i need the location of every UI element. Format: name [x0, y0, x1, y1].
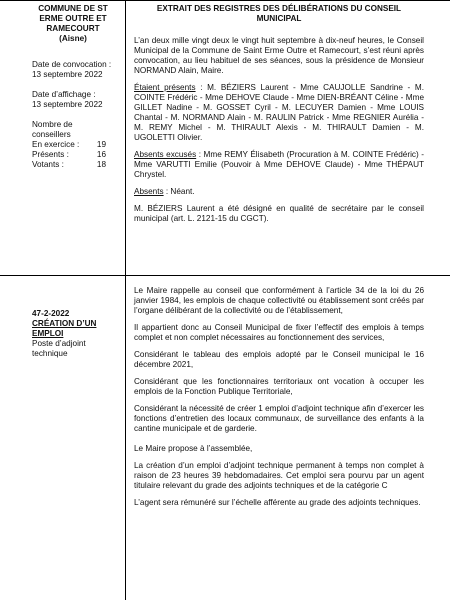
- deliberation-subtitle: Poste d’adjoint technique: [32, 339, 86, 358]
- absents-text: : Néant.: [163, 187, 195, 196]
- deliberation-block: [32, 309, 114, 359]
- count-label: En exercice :: [32, 140, 80, 149]
- presents-text: : M. BÉZIERS Laurent - Mme CAUJOLLE Sandrine - M. COINTE Frédéric - Mme DEHOVE Claude - Mme DIEN-BRÉANT Céline - Mme GILLET Nadine - M. GOSSET Cyril - M. LECUYER Damien - Mme LOUIS Chantal - M. NORMAND Alain - M. RAULIN Patrick - Mme REGNIER Aurélia - M. REMY Michel - M. THIRAULT Alexis - M. THIRAULT Damien - M. UGOLETTI Olivier.: [134, 83, 424, 142]
- convocation-date: 13 septembre 2022: [32, 70, 103, 79]
- body-paragraph: Le Maire rappelle au conseil que conformément à l’article 34 de la loi du 26 janvier 1984, les emplois de chaque collectivité ou établissement sont créés par l’organe délibérant de la collectivité ou de l’établissement,: [134, 286, 424, 315]
- count-label: Votants :: [32, 160, 64, 169]
- excuses-paragraph: [134, 150, 424, 180]
- count-row: [32, 140, 114, 150]
- intro-paragraph: L’an deux mille vingt deux le vingt huit septembre à dix-neuf heures, le Conseil Municipal de la Commune de Saint Erme Outre et Ramecourt, s’est réuni après convocation, au lieu habituel de ses séances, sous la présidence de Monsieur NORMAND Alain, Maire.: [134, 36, 424, 75]
- deliberation-body: [134, 286, 424, 515]
- presents-label: Étaient présents: [134, 83, 196, 92]
- body-paragraph: Considérant le tableau des emplois adopté par le Conseil municipal le 16 décembre 2021,: [134, 350, 424, 369]
- count-row: [32, 150, 114, 160]
- excuses-label: Absents excusés: [134, 150, 197, 159]
- body-paragraph: Considérant la nécessité de créer 1 emploi d’adjoint technique afin d’exercer les fonctions d’entretien des locaux communaux, de surveillance des enfants à la cantine municipale et de garderie.: [134, 404, 424, 433]
- document-title: EXTRAIT DES REGISTRES DES DÉLIBÉRATIONS DU CONSEIL MUNICIPAL: [156, 4, 402, 23]
- count-value: 16: [96, 150, 106, 159]
- count-value: 18: [96, 160, 106, 169]
- convocation-block: [32, 60, 114, 80]
- body-paragraph: La création d’un emploi d’adjoint technique permanent à temps non complet à raison de 23 heures 39 hebdomadaires. Cet emploi sera pourvu par un agent titulaire relevant du grade des adjoints techniques et de la catégorie C: [134, 461, 424, 490]
- affichage-label: Date d’affichage :: [32, 90, 96, 99]
- body-paragraph: Le Maire propose à l’assemblée,: [134, 444, 253, 453]
- absents-paragraph: [134, 187, 424, 197]
- count-label: Présents :: [32, 150, 69, 159]
- count-row: [32, 160, 114, 170]
- secretaire-paragraph: M. BÉZIERS Laurent a été désigné en qualité de secrétaire par le conseil municipal (art. L. 2121-15 du CGCT).: [134, 204, 424, 223]
- conseillers-label: Nombre de conseillers: [32, 120, 73, 139]
- commune-header: COMMUNE DE ST ERME OUTRE ET RAMECOURT (Aisne): [38, 4, 108, 43]
- deliberation-number: 47-2-2022: [32, 309, 70, 318]
- column-divider: [125, 0, 126, 600]
- affichage-block: [32, 90, 114, 110]
- body-paragraph: Il appartient donc au Conseil Municipal de fixer l’effectif des emplois à temps complet et non complet nécessaires au fonctionnement des services,: [134, 323, 424, 342]
- count-value: 19: [96, 140, 106, 149]
- convocation-label: Date de convocation :: [32, 60, 112, 69]
- left-column: [32, 4, 114, 358]
- section-divider: [0, 275, 450, 276]
- excuses-text: : Mme REMY Élisabeth (Procuration à M. COINTE Frédéric) - Mme VARUTTI Emilie (Pouvoir à Mme DEHOVE Claude) - Mme THÉPAUT Chrystel.: [134, 150, 424, 179]
- right-column: [134, 4, 424, 507]
- absents-label: Absents: [134, 187, 164, 196]
- body-paragraph: Considérant que les fonctionnaires territoriaux ont vocation à occuper les emplois de la Fonction Publique Territoriale,: [134, 377, 424, 396]
- body-paragraph: L’agent sera rémunéré sur l’échelle afférente au grade des adjoints techniques.: [134, 498, 421, 507]
- presents-paragraph: [134, 83, 424, 143]
- conseillers-block: [32, 120, 114, 170]
- top-border: [0, 0, 450, 1]
- affichage-date: 13 septembre 2022: [32, 100, 103, 109]
- deliberation-title: CRÉATION D’UN EMPLOI: [32, 319, 97, 338]
